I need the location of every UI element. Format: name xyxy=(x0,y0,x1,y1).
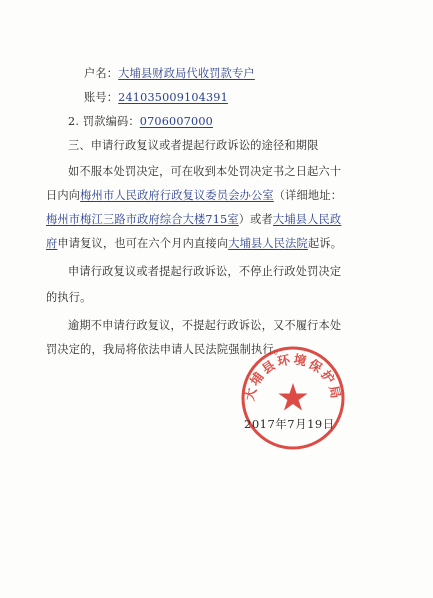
fine-code-value: 0706007000 xyxy=(139,115,213,128)
paragraph1-line4 xyxy=(46,237,342,251)
p1-l2-post: （详细地址： xyxy=(273,189,343,202)
paragraph1-line2 xyxy=(46,189,342,203)
paragraph2-line2: 的执行。 xyxy=(46,291,92,304)
paragraph1-line1: 如不服本处罚决定，可在收到本处罚决定书之日起六十 xyxy=(68,165,342,178)
p1-l4-mid: 申请复议，也可在六个月内直接向 xyxy=(57,237,229,250)
account-name-value: 大埔县财政局代收罚款专户 xyxy=(118,67,255,80)
account-number-line xyxy=(84,91,228,105)
section3-heading: 三、申请行政复议或者提起行政诉讼的途径和期限 xyxy=(68,139,319,152)
county-court-name: 大埔县人民法院 xyxy=(228,237,308,250)
account-number-label: 账号： xyxy=(84,91,119,104)
fine-code-label: 2. 罚款编码： xyxy=(68,115,140,128)
paragraph1-line3 xyxy=(46,213,341,227)
p1-l3-mid: ）或者 xyxy=(238,213,273,226)
paragraph2-line1: 申请行政复议或者提起行政诉讼，不停止行政处罚决定 xyxy=(68,265,342,278)
p1-l2-pre: 日内向 xyxy=(46,189,81,202)
fine-code-line xyxy=(68,115,213,129)
county-government-part2: 府 xyxy=(46,237,58,250)
paragraph3-line2: 罚决定的，我局将依法申请人民法院强制执行。 xyxy=(46,343,286,356)
account-name-line xyxy=(84,67,255,81)
official-seal-stamp xyxy=(238,343,348,453)
paragraph3-line1: 逾期不申请行政复议，不提起行政诉讼，又不履行本处 xyxy=(68,319,342,332)
review-office-address: 梅州市梅江三路市政府综合大楼715室 xyxy=(46,213,239,226)
svg-text:大埔县环境保护局: 大埔县环境保护局 xyxy=(241,351,345,403)
issue-date: 2017年7月19日 xyxy=(244,417,335,431)
account-name-label: 户名： xyxy=(84,67,119,80)
county-government-part1: 大埔县人民政 xyxy=(272,213,342,226)
account-number-value: 241035009104391 xyxy=(118,91,228,104)
p1-l4-end: 起诉。 xyxy=(307,237,343,250)
seal-star-icon xyxy=(278,383,307,411)
review-office-name: 梅州市人民政府行政复议委员会办公室 xyxy=(80,189,274,202)
